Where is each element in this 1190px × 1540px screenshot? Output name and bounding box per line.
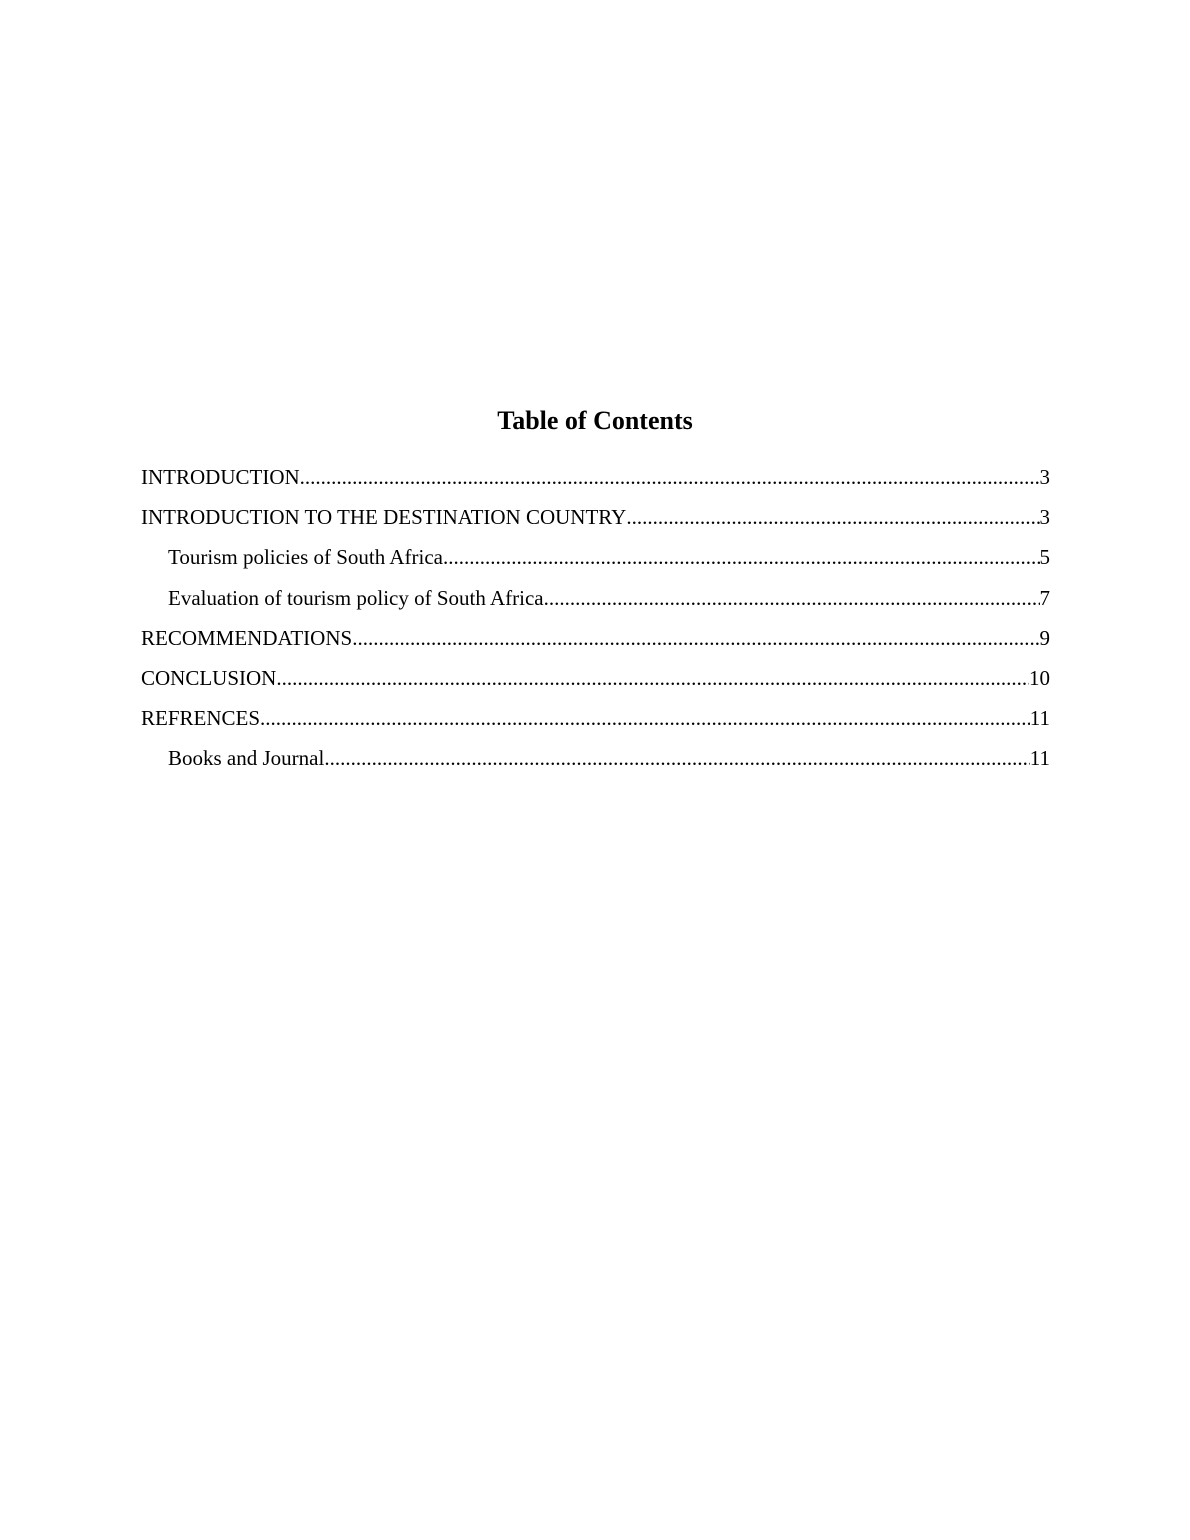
toc-page-number: 3: [1039, 465, 1050, 489]
toc-entry-label: REFRENCES: [141, 706, 261, 731]
toc-entry-tourism-policies[interactable]: [141, 542, 1050, 582]
toc-entry-label: CONCLUSION: [141, 665, 277, 690]
toc-dot-leader: [260, 703, 1030, 733]
toc-entry-label: Evaluation of tourism policy of South Africa: [168, 585, 544, 610]
toc-entry-label: INTRODUCTION TO THE DESTINATION COUNTRY: [141, 505, 627, 530]
toc-entry-references[interactable]: [141, 703, 1050, 743]
toc-page-number: 11: [1029, 746, 1050, 771]
toc-entry-evaluation[interactable]: [141, 583, 1050, 623]
toc-dot-leader: [324, 743, 1029, 773]
toc-dot-leader: [352, 623, 1039, 653]
toc-dot-leader: [276, 663, 1029, 693]
toc-entry-label: Books and Journal: [168, 746, 325, 771]
toc-page-number: 5: [1039, 545, 1050, 570]
toc-page-number: 7: [1039, 585, 1050, 610]
toc-entry-label: INTRODUCTION: [141, 465, 300, 489]
toc-dot-leader: [300, 462, 1040, 492]
toc-dot-leader: [443, 542, 1040, 572]
toc-dot-leader: [544, 583, 1040, 613]
toc-page-number: 11: [1029, 706, 1050, 731]
toc-entry-recommendations[interactable]: [141, 623, 1050, 663]
table-of-contents: [141, 462, 1050, 784]
toc-entry-books-journal[interactable]: [141, 743, 1050, 783]
toc-entry-destination-country[interactable]: [141, 502, 1050, 542]
toc-page-number: 3: [1039, 505, 1050, 530]
toc-page-number: 9: [1039, 625, 1050, 650]
toc-entry-label: RECOMMENDATIONS: [141, 625, 353, 650]
toc-page-number: 10: [1029, 665, 1050, 690]
toc-entry-label: Tourism policies of South Africa: [168, 545, 443, 570]
toc-title: Table of Contents: [497, 406, 693, 435]
toc-entry-conclusion[interactable]: [141, 663, 1050, 703]
toc-entry-introduction[interactable]: [141, 462, 1050, 502]
toc-dot-leader: [626, 502, 1039, 532]
